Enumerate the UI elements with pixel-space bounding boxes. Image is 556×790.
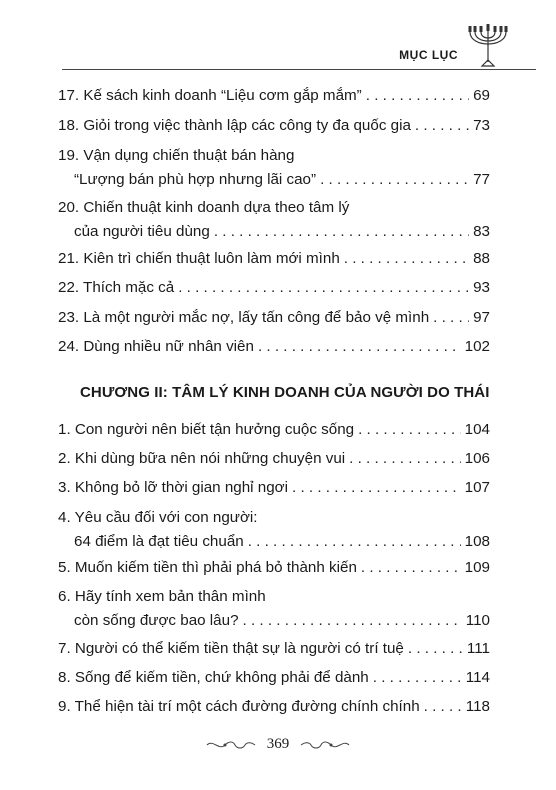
toc-entry-title: “Lượng bán phù hợp nhưng lãi cao”	[74, 171, 317, 188]
toc-entry-title-line1: 19. Vận dụng chiến thuật bán hàng	[58, 147, 295, 164]
toc-entry-title: 64 điểm là đạt tiêu chuẩn	[74, 533, 244, 550]
toc-entry	[58, 666, 490, 690]
toc-entry	[58, 247, 490, 271]
toc-page-number: 109	[464, 559, 490, 576]
toc-entry-title: 2. Khi dùng bữa nên nói những chuyện vui	[58, 450, 346, 467]
flourish-right-icon	[299, 738, 351, 752]
toc-page-number: 77	[473, 171, 490, 188]
toc-page-number: 114	[465, 669, 490, 686]
toc-entry	[58, 556, 490, 580]
toc-page-number: 111	[466, 640, 490, 657]
toc-entry-title: 7. Người có thể kiếm tiền thật sự là người có trí tuệ	[58, 640, 404, 657]
toc-page-number: 93	[473, 279, 490, 296]
toc-entry	[58, 418, 490, 442]
toc-entry	[58, 114, 490, 138]
toc-entry-title-line1: 20. Chiến thuật kinh doanh dựa theo tâm lý	[58, 199, 350, 216]
toc-entry-title: 9. Thể hiện tài trí một cách đường đường chính chính	[58, 698, 420, 715]
toc-entry-title-line1: 6. Hãy tính xem bản thân mình	[58, 588, 266, 605]
toc-entry-title: 17. Kế sách kinh doanh “Liệu cơm gắp mắm”	[58, 87, 362, 104]
toc-page-number: 104	[464, 421, 490, 438]
page-number: 369	[266, 736, 290, 752]
toc-entry-title: 18. Giỏi trong việc thành lập các công ty đa quốc gia	[58, 117, 411, 134]
flourish-left-icon	[205, 738, 257, 752]
toc-entry	[58, 196, 490, 244]
toc-page-number: 97	[473, 309, 490, 326]
toc-page-number: 69	[473, 87, 490, 104]
toc-entry-title: 3. Không bỏ lỡ thời gian nghỉ ngơi	[58, 479, 289, 496]
toc-entry	[58, 276, 490, 300]
page-header	[399, 18, 510, 68]
toc-entry	[58, 506, 490, 554]
toc-entry	[58, 335, 490, 359]
toc-page-number: 83	[473, 223, 490, 240]
toc-entry-title: 8. Sống để kiếm tiền, chứ không phải để dành	[58, 669, 369, 686]
toc-entry-title: 5. Muốn kiếm tiền thì phải phá bỏ thành kiến	[58, 559, 357, 576]
toc-entry	[58, 306, 490, 330]
menorah-icon	[466, 22, 510, 68]
toc-page-number: 88	[473, 250, 490, 267]
toc-entry-title: 21. Kiên trì chiến thuật luôn làm mới mình	[58, 250, 340, 267]
toc-entry	[58, 447, 490, 471]
chapter-heading: CHƯƠNG II: TÂM LÝ KINH DOANH CỦA NGƯỜI DO THÁI	[80, 384, 490, 401]
toc-page-number: 106	[464, 450, 490, 467]
running-title: MỤC LỤC	[399, 48, 458, 62]
toc-entry-title: 1. Con người nên biết tận hưởng cuộc sống	[58, 421, 355, 438]
toc-entry	[58, 637, 490, 661]
toc-page-number: 110	[465, 612, 490, 629]
toc-page-number: 118	[465, 698, 490, 715]
toc-entry-title: 24. Dùng nhiều nữ nhân viên	[58, 338, 254, 355]
toc-entry-title: của người tiêu dùng	[74, 223, 210, 240]
toc-entry	[58, 144, 490, 192]
toc-entry	[58, 585, 490, 633]
toc-entry	[58, 476, 490, 500]
toc-entry	[58, 84, 490, 108]
header-rule	[62, 69, 536, 70]
toc-page-number: 108	[464, 533, 490, 550]
toc-page-number: 73	[473, 117, 490, 134]
toc-entry	[58, 695, 490, 719]
toc-entry-title: 22. Thích mặc cả	[58, 279, 175, 296]
toc-entry-title-line1: 4. Yêu cầu đối với con người:	[58, 509, 258, 526]
page-footer	[0, 736, 556, 753]
toc-page-number: 107	[464, 479, 490, 496]
toc-entry-title: còn sống được bao lâu?	[74, 612, 239, 629]
toc-entry-title: 23. Là một người mắc nợ, lấy tấn công để bảo vệ mình	[58, 309, 430, 326]
toc-page-number: 102	[464, 338, 490, 355]
